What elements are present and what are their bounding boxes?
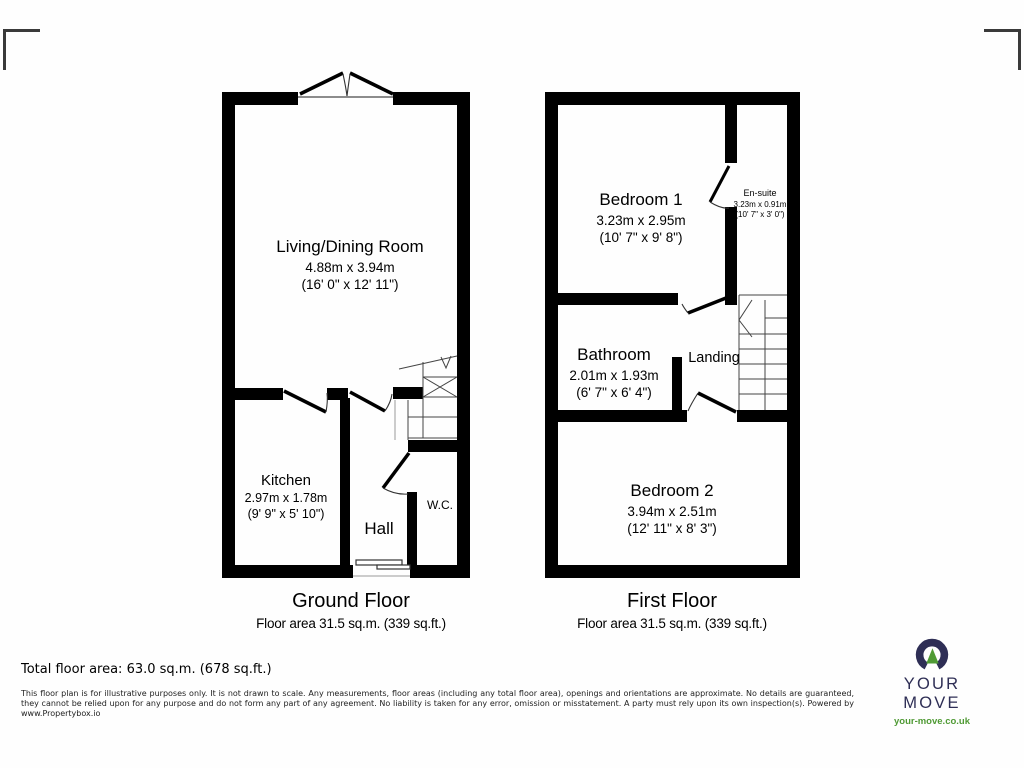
logo-url: your-move.co.uk bbox=[893, 716, 971, 727]
door-swing-arc bbox=[347, 74, 350, 96]
door-leaf bbox=[350, 73, 393, 94]
room-dimensions-metric: 3.23m x 2.95m bbox=[596, 213, 686, 228]
crop-mark-top-left bbox=[3, 29, 40, 70]
room-label-living-dining bbox=[276, 237, 423, 292]
door-swing-arc bbox=[688, 393, 698, 411]
ground-floor-plan bbox=[222, 73, 470, 631]
wall-segment bbox=[558, 410, 687, 422]
wall-segment bbox=[393, 92, 470, 105]
door-leaf bbox=[710, 166, 729, 202]
wall-segment bbox=[737, 410, 787, 422]
wall-segment bbox=[558, 293, 678, 305]
room-name: Bedroom 1 bbox=[599, 190, 683, 209]
wc-door bbox=[383, 453, 409, 494]
room-dimensions-metric: 2.01m x 1.93m bbox=[569, 368, 659, 383]
room-dimensions-metric: 3.23m x 0.91m bbox=[733, 200, 787, 209]
ground-floor-area-caption: Floor area 31.5 sq.m. (339 sq.ft.) bbox=[256, 616, 446, 631]
room-name: Bedroom 2 bbox=[630, 481, 714, 500]
room-name: Bathroom bbox=[577, 345, 651, 364]
door-leaf bbox=[383, 453, 409, 488]
door-panel bbox=[356, 560, 402, 565]
room-label-landing: Landing bbox=[688, 350, 740, 366]
room-dimensions-imperial: (10' 7" x 3' 0") bbox=[735, 210, 785, 219]
wall-segment bbox=[545, 92, 558, 578]
door-leaf bbox=[688, 298, 726, 313]
wall-segment bbox=[787, 92, 800, 578]
total-floor-area-text: Total floor area: 63.0 sq.m. (678 sq.ft.) bbox=[21, 662, 272, 677]
door-swing-arc bbox=[682, 304, 688, 313]
room-label-kitchen bbox=[245, 472, 328, 521]
door-swing-arc bbox=[326, 393, 327, 412]
door-swing-arc bbox=[383, 488, 408, 494]
wall-segment bbox=[408, 440, 470, 452]
crop-mark-top-right bbox=[984, 29, 1021, 70]
logo-triangle-icon bbox=[926, 648, 938, 663]
room-dimensions-imperial: (16' 0" x 12' 11") bbox=[301, 277, 399, 292]
room-dimensions-imperial: (6' 7" x 6' 4") bbox=[576, 385, 652, 400]
bedroom1-door bbox=[682, 298, 726, 313]
french-doors bbox=[298, 73, 393, 97]
wall-segment bbox=[725, 207, 737, 305]
door-swing-arc bbox=[343, 74, 347, 96]
stair-direction-arrow bbox=[739, 300, 752, 337]
disclaimer-text: This floor plan is for illustrative purposes only. It is not drawn to scale. Any measurements, floor areas (including any total floor area), openings and orientations are approximate. No details are guaranteed, they cannot be relied upon for any purpose and do not form any part of any agreement. No liability is taken for any error, omission or misstatement. A party must rely upon its own inspection(s). Powered by www.Propertybox.io bbox=[21, 689, 854, 718]
wall-segment bbox=[410, 565, 470, 578]
wall-segment bbox=[222, 92, 235, 578]
wall-segment bbox=[222, 388, 283, 400]
room-name: Kitchen bbox=[260, 472, 312, 489]
first-floor-plan bbox=[545, 92, 800, 631]
wall-segment bbox=[407, 492, 417, 565]
door-leaf bbox=[284, 391, 326, 412]
wall-segment bbox=[222, 565, 353, 578]
wall-segment bbox=[545, 92, 800, 105]
logo-wordmark: YOUR MOVE bbox=[903, 675, 961, 712]
room-name: Living/Dining Room bbox=[276, 237, 424, 256]
kitchen-door bbox=[284, 391, 327, 412]
room-label-bathroom bbox=[569, 345, 658, 400]
door-panel bbox=[377, 565, 410, 569]
room-dimensions-metric: 4.88m x 3.94m bbox=[305, 260, 395, 275]
wall-segment bbox=[340, 398, 350, 565]
bedroom2-door bbox=[688, 393, 736, 412]
wall-segment bbox=[672, 357, 682, 412]
room-dimensions-imperial: (12' 11" x 8' 3") bbox=[627, 521, 717, 536]
your-move-logo bbox=[872, 633, 992, 727]
room-dimensions-metric: 2.97m x 1.78m bbox=[244, 491, 328, 505]
room-label-hall: Hall bbox=[364, 519, 394, 538]
room-label-bedroom2 bbox=[627, 481, 717, 536]
door-leaf bbox=[698, 393, 736, 412]
room-label-ensuite bbox=[734, 188, 787, 219]
room-dimensions-metric: 3.94m x 2.51m bbox=[627, 504, 717, 519]
ensuite-door bbox=[710, 166, 729, 208]
front-door bbox=[353, 560, 410, 576]
first-floor-stairs bbox=[739, 295, 787, 410]
door-leaf bbox=[350, 392, 385, 411]
first-floor-title: First Floor bbox=[627, 590, 717, 612]
first-floor-area-caption: Floor area 31.5 sq.m. (339 sq.ft.) bbox=[577, 616, 767, 631]
wall-segment bbox=[457, 92, 470, 578]
room-label-bedroom1 bbox=[596, 190, 685, 245]
wall-segment bbox=[545, 565, 800, 578]
wall-segment bbox=[393, 387, 423, 399]
room-name: En-suite bbox=[743, 188, 777, 198]
door-leaf bbox=[300, 73, 343, 94]
wall-segment bbox=[222, 92, 298, 105]
ground-floor-title: Ground Floor bbox=[292, 590, 410, 612]
door-swing-arc bbox=[385, 394, 392, 411]
room-dimensions-imperial: (9' 9" x 5' 10") bbox=[247, 507, 325, 521]
room-dimensions-imperial: (10' 7" x 9' 8") bbox=[599, 230, 683, 245]
wall-segment bbox=[725, 105, 737, 163]
room-label-wc: W.C. bbox=[427, 498, 453, 512]
hall-door bbox=[350, 392, 392, 411]
your-move-omega-icon bbox=[905, 633, 959, 673]
